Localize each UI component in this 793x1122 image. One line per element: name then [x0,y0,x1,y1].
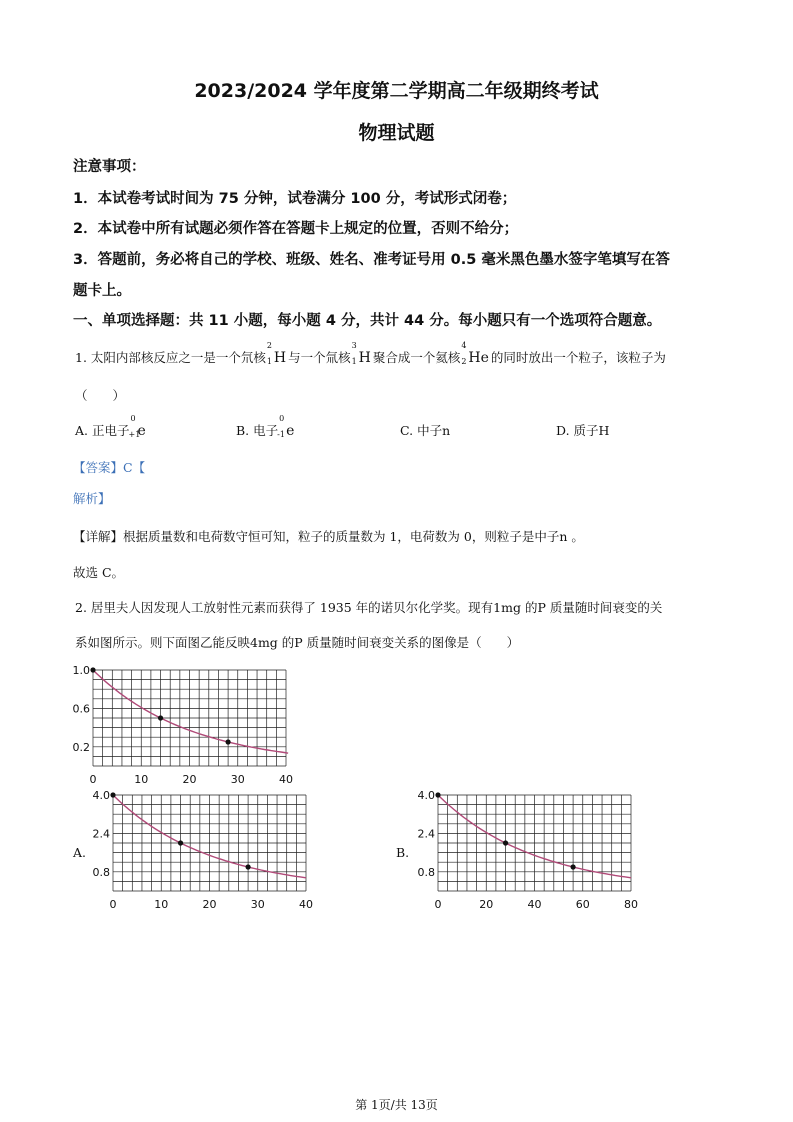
data-point [110,792,115,797]
data-point [435,792,440,797]
y-tick-label: 4.0 [92,789,110,802]
y-tick-label: 0.6 [72,702,90,716]
page-subtitle: 物理试题 [358,122,435,144]
option-a-label: A. [73,845,87,860]
notice-item-3: 3．答题前，务必将自己的学校、班级、姓名、准考证号用 0.5 毫米黑色墨水签字笔填写在答 [73,252,670,268]
q1-text-d: 的同时放出一个粒子，该粒子为 [490,350,666,365]
data-point [90,667,95,672]
deuteron-symbol: 2 1 H [266,341,287,366]
question-2-line-2: 系如图所示。则下面图乙能反映4mg 的P 质量随时间衰变关系的图像是（ ） [75,635,520,650]
q1-text-a: 1. 太阳内部核反应之一是一个氘核 [75,350,266,365]
triton-symbol: 3 1 H [351,341,371,366]
q1-text-c: 聚合成一个氦核 [372,350,461,365]
y-tick-label: 0.2 [72,740,90,754]
data-point [246,864,251,869]
option-b: B. 电子 0 -1 e [236,414,295,439]
notice-item-1: 1．本试卷考试时间为 75 分钟，试卷满分 100 分，考试形式闭卷； [73,191,517,207]
option-d: D. 质子H [556,423,610,438]
x-tick-label: 20 [202,898,217,910]
option-a: A. 正电子 0 +1 e [75,414,146,439]
option-c: C. 中子n [400,423,451,438]
page-footer: 第 1页/共 13页 [355,1098,438,1112]
x-tick-label: 20 [182,773,197,785]
notice-item-2: 2．本试卷中所有试题必须作答在答题卡上规定的位置，否则不给分； [73,221,519,237]
data-point [571,864,576,869]
x-tick-label: 0 [109,898,117,910]
y-tick-label: 1.0 [72,664,90,677]
y-tick-label: 2.4 [417,827,435,841]
y-tick-label: 0.8 [92,865,110,879]
positron-symbol: 0 +1 e [128,414,146,439]
x-tick-label: 20 [479,898,494,910]
y-tick-label: 4.0 [417,789,435,802]
chart-grid [113,795,306,891]
notice-heading: 注意事项： [73,159,146,175]
answer-label: 【答案】C【 [73,460,146,475]
question-1-paren: （ ） [75,388,126,403]
y-tick-label: 2.4 [92,827,110,841]
x-tick-label: 40 [279,773,293,785]
x-tick-label: 40 [299,898,313,910]
detail-text: 【详解】根据质量数和电荷数守恒可知，粒子的质量数为 1，电荷数为 0，则粒子是中子n 。 [73,529,584,544]
chart-grid [93,670,286,766]
question-1-stem [75,341,666,366]
x-tick-label: 0 [434,898,442,910]
x-tick-label: 80 [624,898,638,910]
x-tick-label: 10 [154,898,169,910]
data-point [178,840,183,845]
x-tick-label: 30 [230,773,245,785]
analysis-label: 解析】 [73,491,111,506]
decay-chart-option-a [80,785,320,910]
decay-chart-given [60,660,300,785]
helium-symbol: 4 2 He [461,341,489,366]
x-tick-label: 0 [89,773,97,785]
data-point [226,739,231,744]
question-2-line-1: 2. 居里夫人因发现人工放射性元素而获得了 1935 年的诺贝尔化学奖。现有1mg 的P 质量随时间衰变的关 [75,600,663,615]
data-point [158,715,163,720]
conclusion-text: 故选 C。 [73,565,125,580]
q1-text-b: 与一个氚核 [288,350,351,365]
x-tick-label: 60 [575,898,590,910]
decay-chart-option-b [405,785,645,910]
x-tick-label: 10 [134,773,149,785]
page-title: 2023/2024 学年度第二学期高二年级期终考试 [194,80,599,102]
section-heading: 一、单项选择题：共 11 小题，每小题 4 分，共计 44 分。每小题只有一个选项符合题意。 [73,313,662,329]
data-point [503,840,508,845]
notice-item-3-cont: 题卡上。 [73,283,131,299]
electron-symbol: 0 -1 e [277,414,295,439]
y-tick-label: 0.8 [417,865,435,879]
x-tick-label: 30 [250,898,265,910]
chart-grid [438,795,631,891]
option-b-label: B. [396,845,410,860]
x-tick-label: 40 [527,898,542,910]
